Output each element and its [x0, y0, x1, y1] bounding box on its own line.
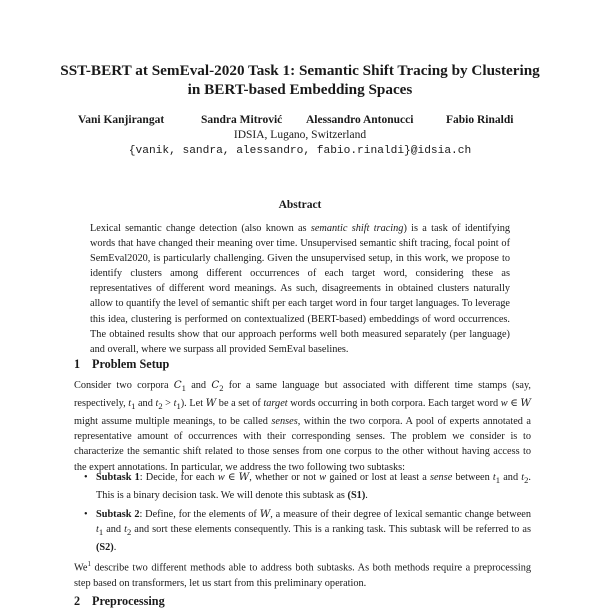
author-emails: {vanik, sandra, alessandro, fabio.rinaldi}@idsia.ch [128, 145, 472, 157]
affiliation: IDSIA, Lugano, Switzerland [233, 129, 367, 141]
section-title: Preprocessing [92, 594, 165, 608]
section-1-paragraph-1: Consider two corpora $C_1$ and $C_2$ for a same language but associated with different time stamps (say, respectively, $t_1$ and $t_2 > t_1$). Let W be a set of target words occurring in both corpora. Each target word w ∈ W might assume multiple meanings, to be called senses, within the two corpora. A pool of experts annotated a representative amount of occurrences with their corresponding senses. The problem we consider is to characterize the semantic shift related to those senses from one corpus to the other without having access to the expert annotations. In particular, we address the two following two subtasks: [74, 379, 531, 473]
author-name: Fabio Rinaldi [446, 114, 514, 126]
section-1-heading [74, 357, 169, 372]
author-list [0, 114, 600, 130]
abstract-text [90, 221, 510, 357]
bullet-icon: • [84, 472, 88, 483]
subtask-1-item: • Subtask 1: Decide, for each w ∈ W, whether or not w gained or lost at least a sense between $t_1$ and $t_2$. This is a binary decision task. We will denote this subtask as (S1). [84, 471, 531, 502]
author-name: Vani Kanjirangat [78, 114, 165, 126]
section-1-paragraph-2: We$^1$ describe two different methods able to address both subtasks. As both methods require a preprocessing step based on transformers, let us start from this preliminary operation. [74, 560, 531, 589]
author-name: Sandra Mitrović [201, 114, 283, 126]
subtask-2-item: • Subtask 2: Define, for the elements of W, a measure of their degree of lexical semantic change between $t_1$ and $t_2$ and sort these elements consequently. This is a ranking task. This subtask will be referred to as (S2). [84, 508, 532, 554]
section-number: 2 [74, 594, 81, 608]
section-number: 1 [74, 357, 81, 371]
abstract-emphasis: semantic shift tracing [310, 223, 404, 234]
bullet-icon: • [84, 509, 88, 520]
author-name: Alessandro Antonucci [306, 114, 414, 126]
section-2-heading [74, 594, 165, 609]
section-title: Problem Setup [92, 357, 170, 371]
abstract-heading: Abstract [278, 199, 322, 211]
abstract-segment: Lexical semantic change detection (also known as [90, 223, 311, 234]
paper-title: SST-BERT at SemEval-2020 Task 1: Semantic Shift Tracing by Clustering in BERT-based Embedding Spaces [60, 62, 540, 98]
abstract-segment: ) is a task of identifying words that have changed their meaning over time. Unsupervised semantic shift tracing, focal point of SemEval2020, is particularly challenging. Given the unsupervised setup, in this work, we propose to identify clusters among different occurrences of each target word, considering these as representatives of different word meanings. As such, disagreements in obtained clusters naturally allow to quantify the level of semantic shift per each target word in four target languages. To leverage this idea, clustering is performed on contextualized (BERT-based) embeddings of word occurrences. The obtained results show that our approach performs well both measured separately (per language) and overall, where we surpass all provided SemEval baselines. [90, 223, 511, 355]
